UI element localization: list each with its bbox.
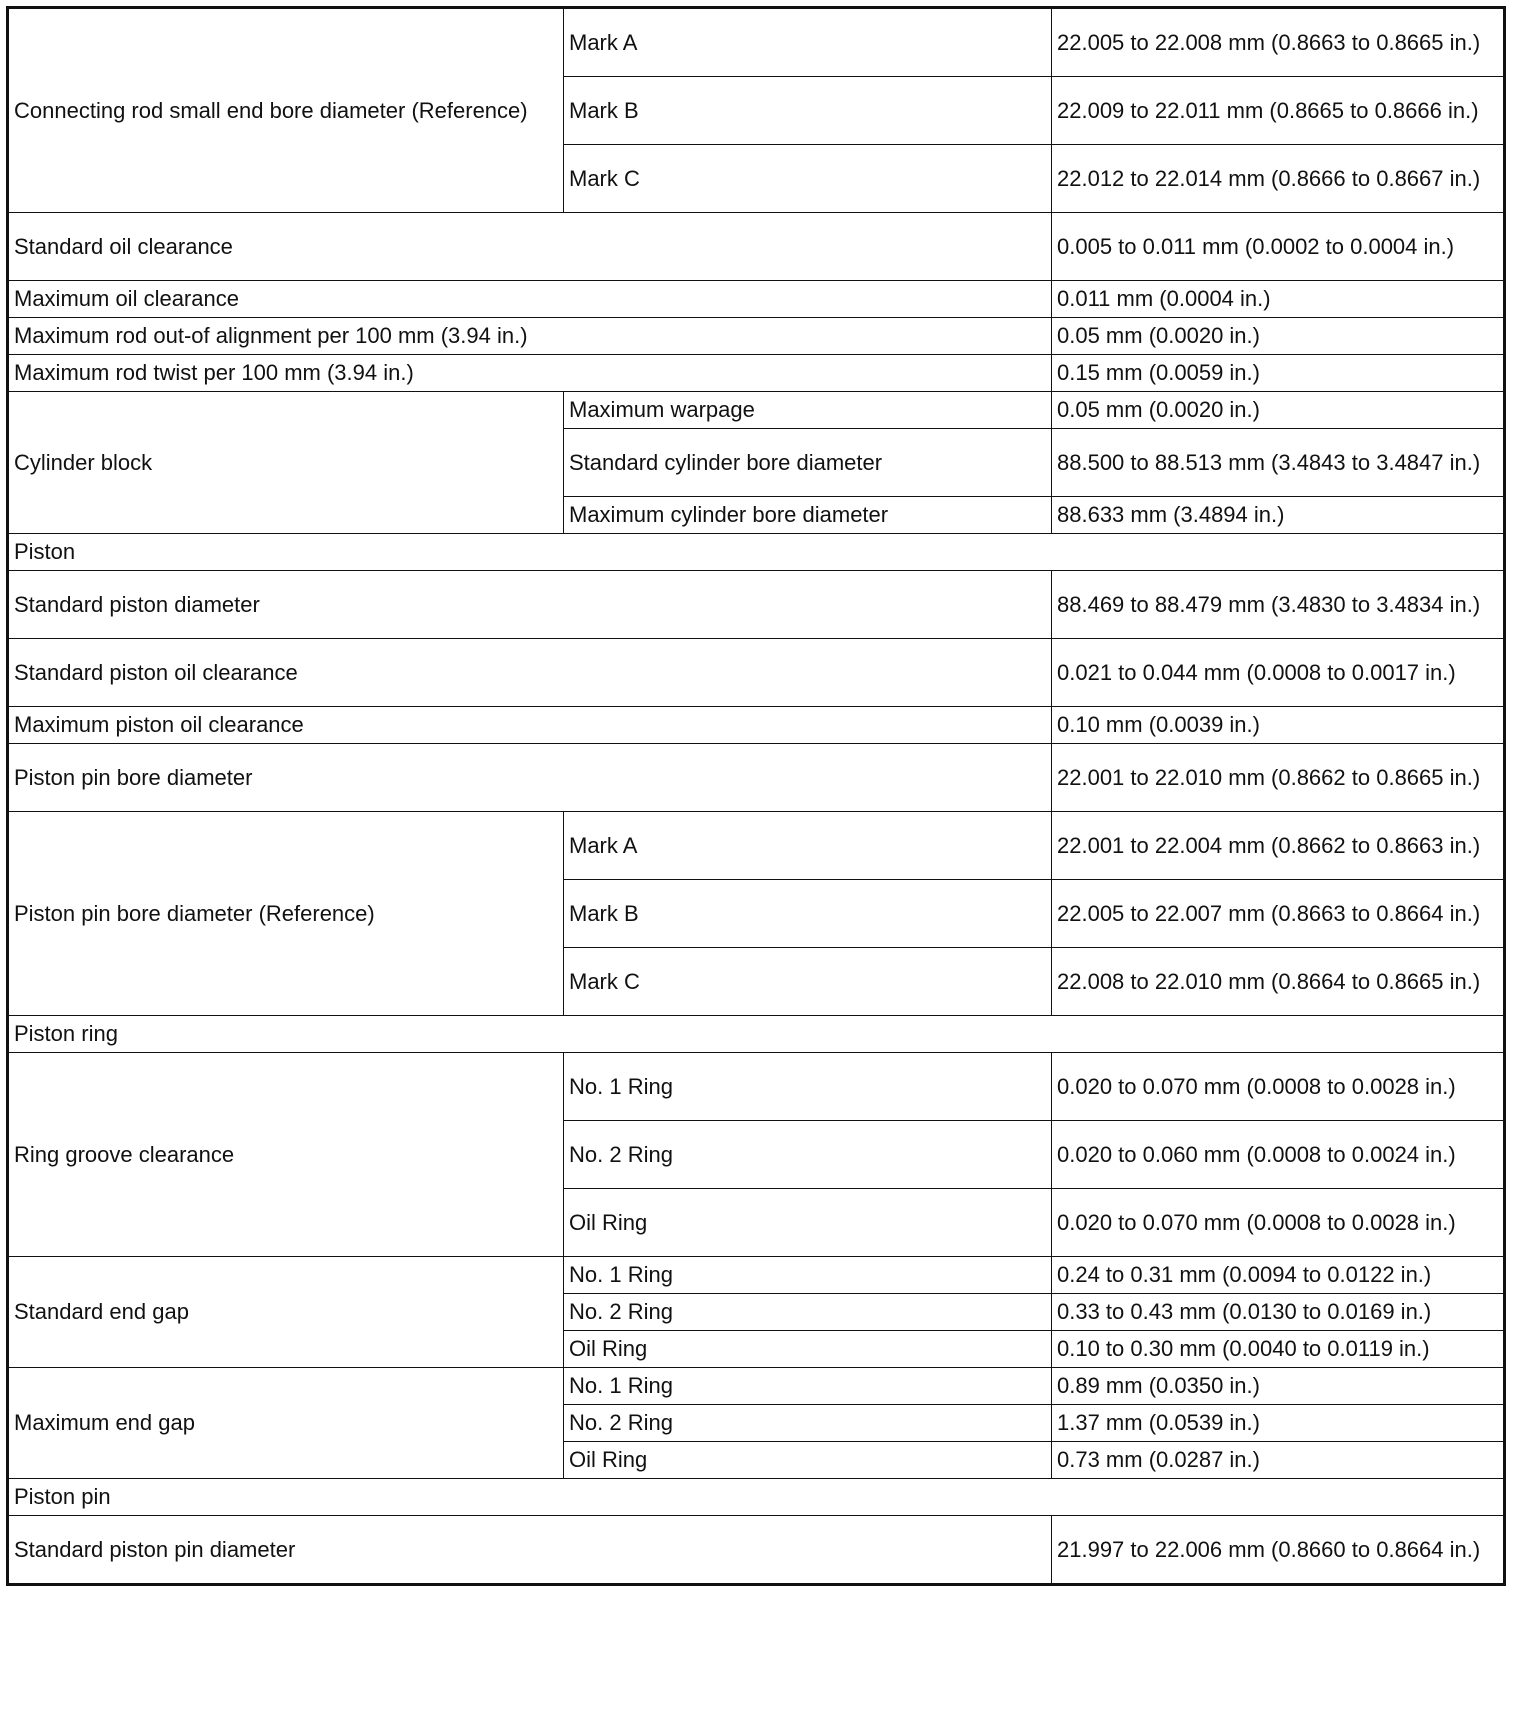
row-label: Maximum rod out-of alignment per 100 mm (3.94 in.) xyxy=(8,318,1052,355)
section-header-row xyxy=(8,1479,1505,1516)
value-cell: 0.020 to 0.070 mm (0.0008 to 0.0028 in.) xyxy=(1052,1189,1505,1257)
table-row xyxy=(8,1368,1505,1405)
row-label: Connecting rod small end bore diameter (Reference) xyxy=(8,8,564,213)
section-header-row xyxy=(8,1016,1505,1053)
sub-label: No. 1 Ring xyxy=(564,1368,1052,1405)
sub-label: No. 1 Ring xyxy=(564,1257,1052,1294)
value-cell: 21.997 to 22.006 mm (0.8660 to 0.8664 in.) xyxy=(1052,1516,1505,1585)
value-cell: 0.15 mm (0.0059 in.) xyxy=(1052,355,1505,392)
value-cell: 0.33 to 0.43 mm (0.0130 to 0.0169 in.) xyxy=(1052,1294,1505,1331)
sub-label: Mark C xyxy=(564,145,1052,213)
value-cell: 1.37 mm (0.0539 in.) xyxy=(1052,1405,1505,1442)
section-header: Piston pin xyxy=(8,1479,1505,1516)
sub-label: Oil Ring xyxy=(564,1442,1052,1479)
row-label: Maximum piston oil clearance xyxy=(8,707,1052,744)
table-row xyxy=(8,8,1505,77)
value-cell: 0.10 mm (0.0039 in.) xyxy=(1052,707,1505,744)
table-row xyxy=(8,318,1505,355)
sub-label: Maximum warpage xyxy=(564,392,1052,429)
value-cell: 22.012 to 22.014 mm (0.8666 to 0.8667 in.) xyxy=(1052,145,1505,213)
sub-label: Maximum cylinder bore diameter xyxy=(564,497,1052,534)
value-cell: 0.005 to 0.011 mm (0.0002 to 0.0004 in.) xyxy=(1052,213,1505,281)
sub-label: Mark B xyxy=(564,880,1052,948)
value-cell: 22.005 to 22.007 mm (0.8663 to 0.8664 in.) xyxy=(1052,880,1505,948)
row-label: Piston pin bore diameter xyxy=(8,744,1052,812)
value-cell: 0.10 to 0.30 mm (0.0040 to 0.0119 in.) xyxy=(1052,1331,1505,1368)
sub-label: No. 2 Ring xyxy=(564,1121,1052,1189)
row-label: Cylinder block xyxy=(8,392,564,534)
value-cell: 0.05 mm (0.0020 in.) xyxy=(1052,318,1505,355)
value-cell: 88.633 mm (3.4894 in.) xyxy=(1052,497,1505,534)
value-cell: 0.021 to 0.044 mm (0.0008 to 0.0017 in.) xyxy=(1052,639,1505,707)
table-row xyxy=(8,744,1505,812)
value-cell: 88.500 to 88.513 mm (3.4843 to 3.4847 in.) xyxy=(1052,429,1505,497)
table-row xyxy=(8,1516,1505,1585)
sub-label: No. 2 Ring xyxy=(564,1405,1052,1442)
value-cell: 22.001 to 22.010 mm (0.8662 to 0.8665 in.) xyxy=(1052,744,1505,812)
row-label: Piston pin bore diameter (Reference) xyxy=(8,812,564,1016)
table-row xyxy=(8,571,1505,639)
section-header-row xyxy=(8,534,1505,571)
section-header: Piston ring xyxy=(8,1016,1505,1053)
sub-label: No. 1 Ring xyxy=(564,1053,1052,1121)
row-label: Standard piston pin diameter xyxy=(8,1516,1052,1585)
sub-label: Mark B xyxy=(564,77,1052,145)
table-row xyxy=(8,355,1505,392)
row-label: Ring groove clearance xyxy=(8,1053,564,1257)
specification-table-body xyxy=(8,8,1505,1585)
sub-label: Standard cylinder bore diameter xyxy=(564,429,1052,497)
table-row xyxy=(8,707,1505,744)
table-row xyxy=(8,639,1505,707)
row-label: Maximum oil clearance xyxy=(8,281,1052,318)
row-label: Maximum end gap xyxy=(8,1368,564,1479)
table-row xyxy=(8,281,1505,318)
value-cell: 0.020 to 0.060 mm (0.0008 to 0.0024 in.) xyxy=(1052,1121,1505,1189)
value-cell: 22.008 to 22.010 mm (0.8664 to 0.8665 in.) xyxy=(1052,948,1505,1016)
sub-label: Oil Ring xyxy=(564,1189,1052,1257)
row-label: Maximum rod twist per 100 mm (3.94 in.) xyxy=(8,355,1052,392)
row-label: Standard piston oil clearance xyxy=(8,639,1052,707)
sub-label: No. 2 Ring xyxy=(564,1294,1052,1331)
value-cell: 22.009 to 22.011 mm (0.8665 to 0.8666 in.) xyxy=(1052,77,1505,145)
sub-label: Mark C xyxy=(564,948,1052,1016)
table-row xyxy=(8,392,1505,429)
value-cell: 88.469 to 88.479 mm (3.4830 to 3.4834 in.) xyxy=(1052,571,1505,639)
row-label: Standard piston diameter xyxy=(8,571,1052,639)
sub-label: Mark A xyxy=(564,8,1052,77)
table-row xyxy=(8,812,1505,880)
table-row xyxy=(8,1257,1505,1294)
value-cell: 0.011 mm (0.0004 in.) xyxy=(1052,281,1505,318)
row-label: Standard oil clearance xyxy=(8,213,1052,281)
specification-table xyxy=(6,6,1506,1586)
value-cell: 0.24 to 0.31 mm (0.0094 to 0.0122 in.) xyxy=(1052,1257,1505,1294)
sub-label: Oil Ring xyxy=(564,1331,1052,1368)
sub-label: Mark A xyxy=(564,812,1052,880)
value-cell: 0.89 mm (0.0350 in.) xyxy=(1052,1368,1505,1405)
value-cell: 0.020 to 0.070 mm (0.0008 to 0.0028 in.) xyxy=(1052,1053,1505,1121)
value-cell: 22.005 to 22.008 mm (0.8663 to 0.8665 in.) xyxy=(1052,8,1505,77)
value-cell: 22.001 to 22.004 mm (0.8662 to 0.8663 in.) xyxy=(1052,812,1505,880)
table-row xyxy=(8,1053,1505,1121)
value-cell: 0.73 mm (0.0287 in.) xyxy=(1052,1442,1505,1479)
value-cell: 0.05 mm (0.0020 in.) xyxy=(1052,392,1505,429)
section-header: Piston xyxy=(8,534,1505,571)
row-label: Standard end gap xyxy=(8,1257,564,1368)
table-row xyxy=(8,213,1505,281)
